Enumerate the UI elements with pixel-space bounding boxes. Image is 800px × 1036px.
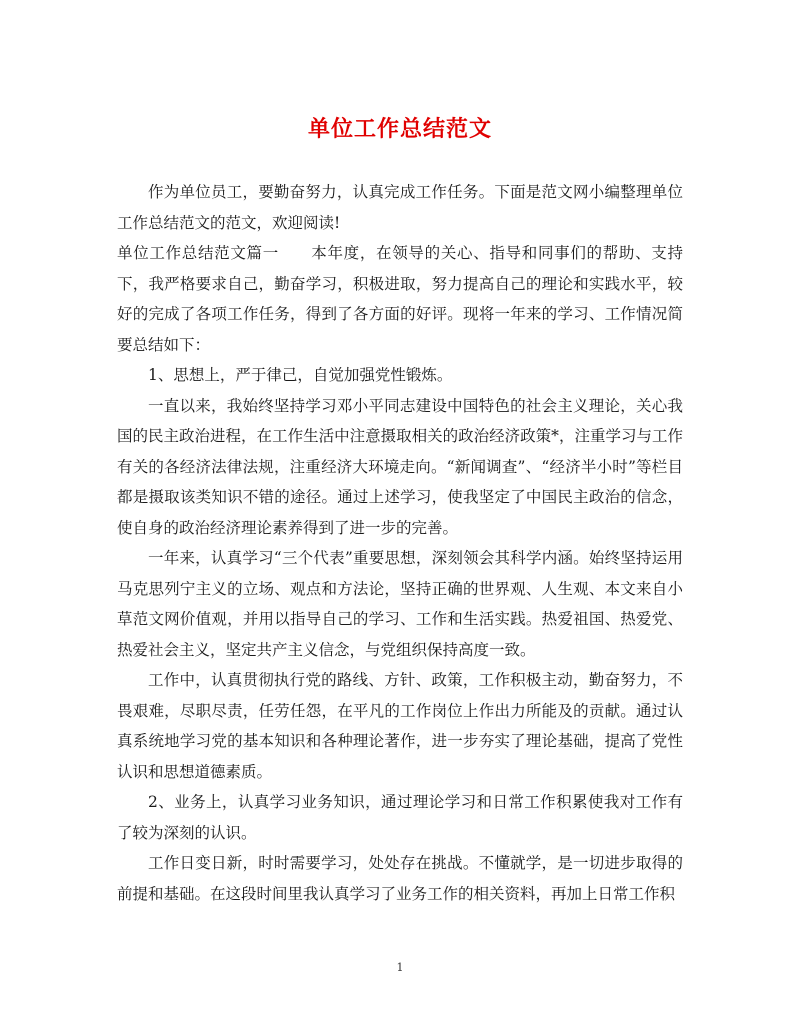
document-title: 单位工作总结范文 xyxy=(307,116,492,142)
intro-paragraph: 作为单位员工，要勤奋努力，认真完成工作任务。下面是范文网小编整理单位工作总结范文的范文，欢迎阅读! xyxy=(117,183,683,232)
body-paragraph: 工作日变日新，时时需要学习，处处存在挑战。不懂就学，是一切进步取得的前提和基础。在这段时间里我认真学习了业务工作的相关资料，再加上日常工作积 xyxy=(117,854,683,903)
body-paragraph: 一年来，认真学习“三个代表”重要思想，深刻领会其科学内涵。始终坚持运用马克思列宁主义的立场、观点和方法论，坚持正确的世界观、人生观、本文来自小草范文网价值观，并用以指导自己的学习、工作和生活实践。热爱祖国、热爱党、热爱社会主义，坚定共产主义信念，与党组织保持高度一致。 xyxy=(117,549,683,659)
body-paragraph: 一直以来，我始终坚持学习邓小平同志建设中国特色的社会主义理论，关心我国的民主政治进程，在工作生活中注意摄取相关的政治经济政策*，注重学习与工作有关的各经济法律法规，注重经济大环境走向。“新闻调查”、“经济半小时”等栏目都是摄取该类知识不错的途径。通过上述学习，使我坚定了中国民主政治的信念，使自身的政治经济理论素养得到了进一步的完善。 xyxy=(117,396,683,537)
body-paragraph: 工作中，认真贯彻执行党的路线、方针、政策，工作积极主动，勤奋努力，不畏艰难，尽职尽责，任劳任怨，在平凡的工作岗位上作出力所能及的贡献。通过认真系统地学习党的基本知识和各种理论著作，进一步夯实了理论基础，提高了党性认识和思想道德素质。 xyxy=(117,671,683,781)
document-body xyxy=(117,177,683,909)
heading-thought: 1、思想上，严于律己，自觉加强党性锻炼。 xyxy=(148,366,453,384)
page-number: 1 xyxy=(396,961,404,974)
heading-business: 2、业务上，认真学习业务知识，通过理论学习和日常工作积累使我对工作有了较为深刻的认识。 xyxy=(117,793,683,842)
section-one-paragraph: 单位工作总结范文篇一 本年度，在领导的关心、指导和同事们的帮助、支持下，我严格要求自己，勤奋学习，积极进取，努力提高自己的理论和实践水平，较好的完成了各项工作任务，得到了各方面的好评。现将一年来的学习、工作情况简要总结如下： xyxy=(117,244,683,354)
